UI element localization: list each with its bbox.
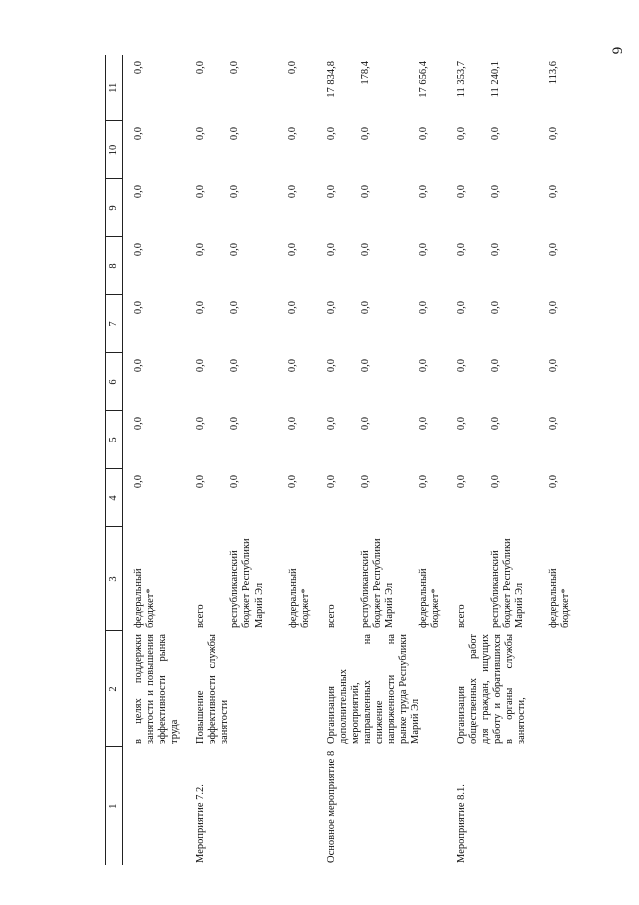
cell-value: 0,0 (548, 185, 560, 199)
cell-value: 0,0 (325, 417, 337, 431)
value-cell (185, 411, 315, 469)
cell-value: 0,0 (229, 301, 241, 315)
column-header: 8 (106, 237, 123, 295)
cell-value: 0,0 (490, 127, 502, 141)
cell-value: 0,0 (229, 243, 241, 257)
cell-value: 0,0 (359, 243, 371, 257)
column-header: 3 (106, 527, 123, 631)
cell-value: 0,0 (195, 301, 207, 315)
funding-source: республиканский бюджет Республики Марий Эл (359, 538, 395, 628)
cell-value: 0,0 (287, 243, 299, 257)
value-cell (316, 237, 446, 295)
value-cell (185, 121, 315, 179)
column-header: 11 (106, 55, 123, 121)
cell-value: 0,0 (229, 475, 241, 489)
cell-value: 17 656,4 (417, 61, 429, 98)
value-cell (185, 237, 315, 295)
cell-value: 0,0 (133, 243, 145, 257)
cell-value: 0,0 (548, 243, 560, 257)
cell-value: 0,0 (287, 185, 299, 199)
cell-value: 0,0 (456, 127, 468, 141)
funding-source: республиканский бюджет Республики Марий Эл (229, 538, 265, 628)
value-cell (446, 121, 576, 179)
cell-value: 0,0 (456, 301, 468, 315)
value-cell (446, 353, 576, 411)
table-row (316, 55, 446, 865)
funding-source: федеральный бюджет* (287, 568, 311, 628)
cell-value: 0,0 (229, 185, 241, 199)
value-cell (123, 469, 186, 527)
value-cell (123, 55, 186, 121)
cell-value: 113,6 (548, 61, 560, 85)
budget-table (105, 55, 576, 865)
table-row (446, 55, 576, 865)
column-header: 6 (106, 353, 123, 411)
cell-value: 11 240,1 (490, 61, 502, 98)
cell-value: 0,0 (417, 185, 429, 199)
cell-value: 0,0 (195, 243, 207, 257)
measure-code: Мероприятие 8.1. (456, 784, 468, 863)
cell-value: 0,0 (325, 359, 337, 373)
value-cell (123, 179, 186, 237)
value-cell (185, 179, 315, 237)
cell-value: 0,0 (359, 417, 371, 431)
cell-value: 11 353,7 (456, 61, 468, 98)
cell-value: 0,0 (229, 127, 241, 141)
value-cell (316, 179, 446, 237)
cell-value: 0,0 (359, 475, 371, 489)
cell-value: 0,0 (325, 301, 337, 315)
funding-sources (123, 527, 186, 631)
cell-value: 0,0 (325, 243, 337, 257)
cell-value: 0,0 (417, 417, 429, 431)
cell-value: 0,0 (417, 301, 429, 315)
cell-value: 0,0 (490, 243, 502, 257)
cell-value: 0,0 (456, 185, 468, 199)
table-row (123, 55, 186, 865)
cell-value: 0,0 (417, 475, 429, 489)
measure-name: Организация общественных работ для граждан, ищущих работу и обратившихся в органы службы занятости, (456, 634, 528, 744)
cell-value: 0,0 (287, 475, 299, 489)
funding-source: всего (325, 604, 337, 628)
cell-value: 0,0 (417, 243, 429, 257)
cell-value: 0,0 (325, 475, 337, 489)
cell-value: 0,0 (548, 301, 560, 315)
cell-value: 0,0 (195, 359, 207, 373)
funding-source: республиканский бюджет Республики Марий Эл (490, 538, 526, 628)
column-header: 2 (106, 631, 123, 747)
value-cell (185, 295, 315, 353)
cell-value: 0,0 (456, 417, 468, 431)
measure-code: Мероприятие 7.2. (195, 784, 207, 863)
cell-value: 17 834,8 (325, 61, 337, 98)
value-cell (316, 469, 446, 527)
cell-value: 0,0 (229, 359, 241, 373)
cell-value: 0,0 (417, 127, 429, 141)
funding-sources (185, 527, 315, 631)
value-cell (446, 179, 576, 237)
page-number: 6 (607, 46, 624, 55)
column-header: 7 (106, 295, 123, 353)
cell-value: 0,0 (490, 359, 502, 373)
measure-code: Основное мероприятие 8 (325, 750, 337, 863)
cell-value: 0,0 (133, 475, 145, 489)
value-cell (446, 237, 576, 295)
cell-value: 0,0 (133, 417, 145, 431)
value-cell (185, 353, 315, 411)
cell-value: 0,0 (195, 417, 207, 431)
cell-value: 0,0 (229, 417, 241, 431)
value-cell (446, 411, 576, 469)
cell-value: 0,0 (359, 301, 371, 315)
cell-value: 0,0 (490, 475, 502, 489)
value-cell (123, 295, 186, 353)
table-body (123, 55, 577, 865)
column-header: 1 (106, 747, 123, 865)
cell-value: 0,0 (359, 127, 371, 141)
value-cell (446, 55, 576, 121)
measure-name: Повышение эффективности службы занятости (195, 634, 231, 744)
value-cell (316, 55, 446, 121)
column-header: 4 (106, 469, 123, 527)
cell-value: 0,0 (490, 185, 502, 199)
cell-value: 0,0 (548, 475, 560, 489)
value-cell (316, 295, 446, 353)
column-number-header (106, 55, 123, 865)
value-cell (123, 411, 186, 469)
value-cell (185, 469, 315, 527)
cell-value: 0,0 (548, 417, 560, 431)
value-cell (123, 353, 186, 411)
cell-value: 0,0 (133, 359, 145, 373)
measure-name: Организация дополнительных мероприятий, направленных на снижение напряженности на рынке труда Республики Марий Эл (325, 634, 422, 744)
cell-value: 0,0 (229, 61, 241, 75)
cell-value: 0,0 (195, 61, 207, 75)
cell-value: 0,0 (195, 475, 207, 489)
cell-value: 0,0 (456, 243, 468, 257)
funding-sources (316, 527, 446, 631)
cell-value: 0,0 (287, 359, 299, 373)
funding-source: федеральный бюджет* (548, 568, 572, 628)
value-cell (185, 55, 315, 121)
cell-value: 0,0 (287, 61, 299, 75)
value-cell (446, 295, 576, 353)
column-header: 10 (106, 121, 123, 179)
cell-value: 0,0 (359, 185, 371, 199)
cell-value: 0,0 (133, 61, 145, 75)
cell-value: 0,0 (133, 185, 145, 199)
funding-source: всего (456, 604, 468, 628)
value-cell (316, 353, 446, 411)
cell-value: 0,0 (325, 185, 337, 199)
cell-value: 0,0 (325, 127, 337, 141)
funding-sources (446, 527, 576, 631)
cell-value: 0,0 (456, 475, 468, 489)
measure-name: в целях поддержки занятости и повышения эффективности рынка труда (133, 634, 181, 744)
funding-source: федеральный бюджет* (417, 568, 441, 628)
value-cell (316, 411, 446, 469)
value-cell (123, 237, 186, 295)
measure-code (123, 747, 186, 865)
rotated-table-container (105, 55, 585, 865)
cell-value: 178,4 (359, 61, 371, 85)
cell-value: 0,0 (133, 127, 145, 141)
value-cell (446, 469, 576, 527)
cell-value: 0,0 (195, 185, 207, 199)
cell-value: 0,0 (359, 359, 371, 373)
cell-value: 0,0 (548, 359, 560, 373)
cell-value: 0,0 (287, 417, 299, 431)
cell-value: 0,0 (456, 359, 468, 373)
table-row (185, 55, 315, 865)
funding-source: всего (195, 604, 207, 628)
cell-value: 0,0 (417, 359, 429, 373)
cell-value: 0,0 (133, 301, 145, 315)
column-header: 5 (106, 411, 123, 469)
column-header: 9 (106, 179, 123, 237)
cell-value: 0,0 (195, 127, 207, 141)
value-cell (123, 121, 186, 179)
value-cell (316, 121, 446, 179)
funding-source: федеральный бюджет* (133, 568, 157, 628)
cell-value: 0,0 (287, 127, 299, 141)
cell-value: 0,0 (490, 301, 502, 315)
cell-value: 0,0 (287, 301, 299, 315)
cell-value: 0,0 (548, 127, 560, 141)
cell-value: 0,0 (490, 417, 502, 431)
